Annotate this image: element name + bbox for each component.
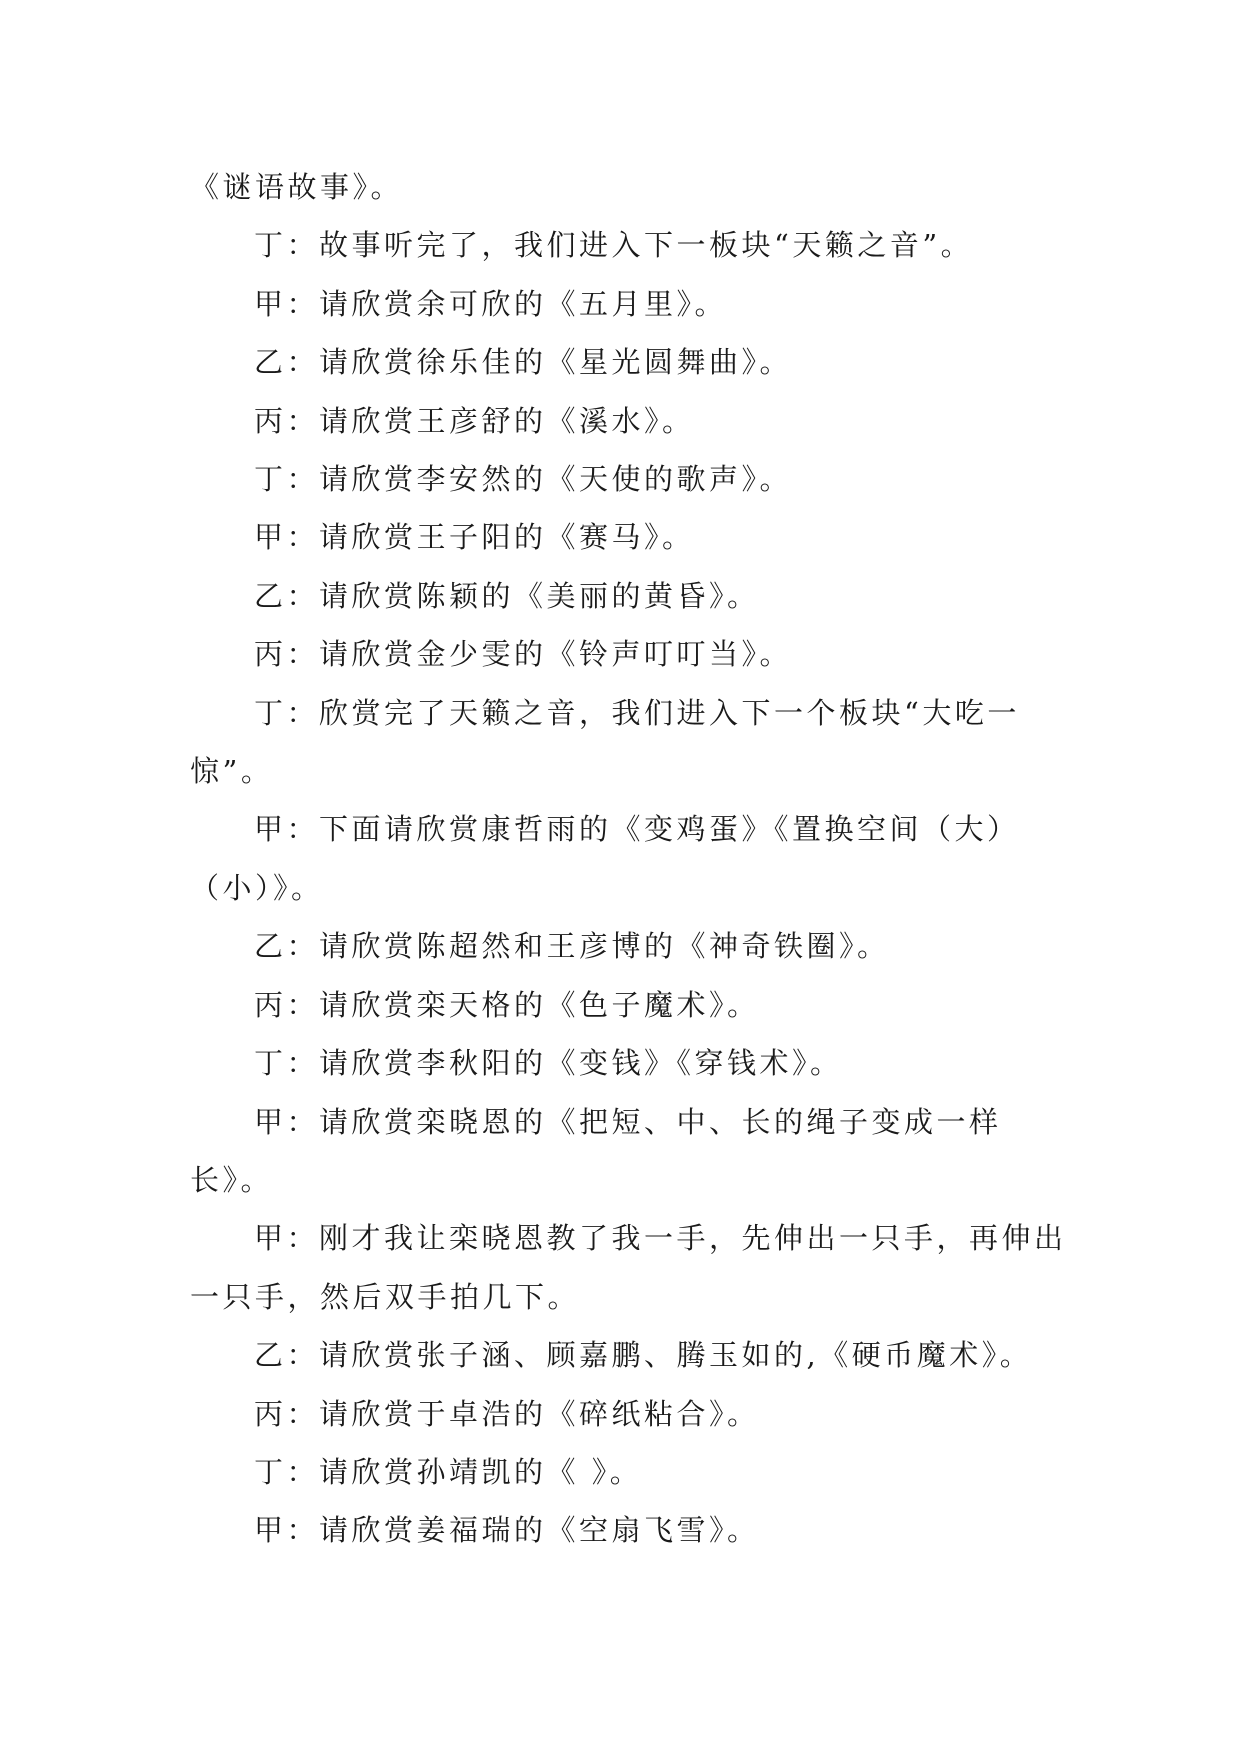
document-body bbox=[190, 158, 1070, 1560]
paragraph: 丁：故事听完了，我们进入下一板块“天籁之音”。 bbox=[254, 228, 974, 263]
paragraph: 甲：请欣赏栾晓恩的《把短、中、长的绳子变成一样长》。 bbox=[190, 1104, 1002, 1197]
paragraph: 丁：欣赏完了天籁之音，我们进入下一个板块“大吃一惊”。 bbox=[190, 695, 1020, 789]
paragraph: 丁：请欣赏李安然的《天使的歌声》。 bbox=[254, 462, 793, 497]
paragraph: 丙：请欣赏金少雯的《铃声叮叮当》。 bbox=[254, 637, 793, 672]
paragraph: 丙：请欣赏于卓浩的《碎纸粘合》。 bbox=[254, 1396, 760, 1431]
paragraph-continuation: 《谜语故事》。 bbox=[190, 170, 404, 204]
paragraph: 乙：请欣赏陈超然和王彦博的《神奇铁圈》。 bbox=[254, 929, 890, 964]
paragraph: 丙：请欣赏王彦舒的《溪水》。 bbox=[254, 403, 695, 438]
paragraph: 乙：请欣赏徐乐佳的《星光圆舞曲》。 bbox=[254, 345, 793, 380]
paragraph: 甲：请欣赏余可欣的《五月里》。 bbox=[254, 286, 728, 321]
paragraph: 乙：请欣赏陈颖的《美丽的黄昏》。 bbox=[254, 578, 760, 613]
paragraph: 乙：请欣赏张子涵、顾嘉鹏、腾玉如的,《硬币魔术》。 bbox=[254, 1338, 1033, 1373]
paragraph: 甲：下面请欣赏康哲雨的《变鸡蛋》《置换空间（大）（小）》。 bbox=[190, 812, 1020, 905]
paragraph: 丁：请欣赏李秋阳的《变钱》《穿钱术》。 bbox=[254, 1046, 843, 1081]
paragraph: 甲：刚才我让栾晓恩教了我一手，先伸出一只手，再伸出一只手，然后双手拍几下。 bbox=[190, 1221, 1067, 1314]
paragraph: 丁：请欣赏孙靖凯的《 》。 bbox=[254, 1454, 643, 1489]
paragraph: 甲：请欣赏姜福瑞的《空扇飞雪》。 bbox=[254, 1513, 760, 1548]
paragraph: 丙：请欣赏栾天格的《色子魔术》。 bbox=[254, 987, 760, 1022]
paragraph: 甲：请欣赏王子阳的《赛马》。 bbox=[254, 520, 695, 555]
